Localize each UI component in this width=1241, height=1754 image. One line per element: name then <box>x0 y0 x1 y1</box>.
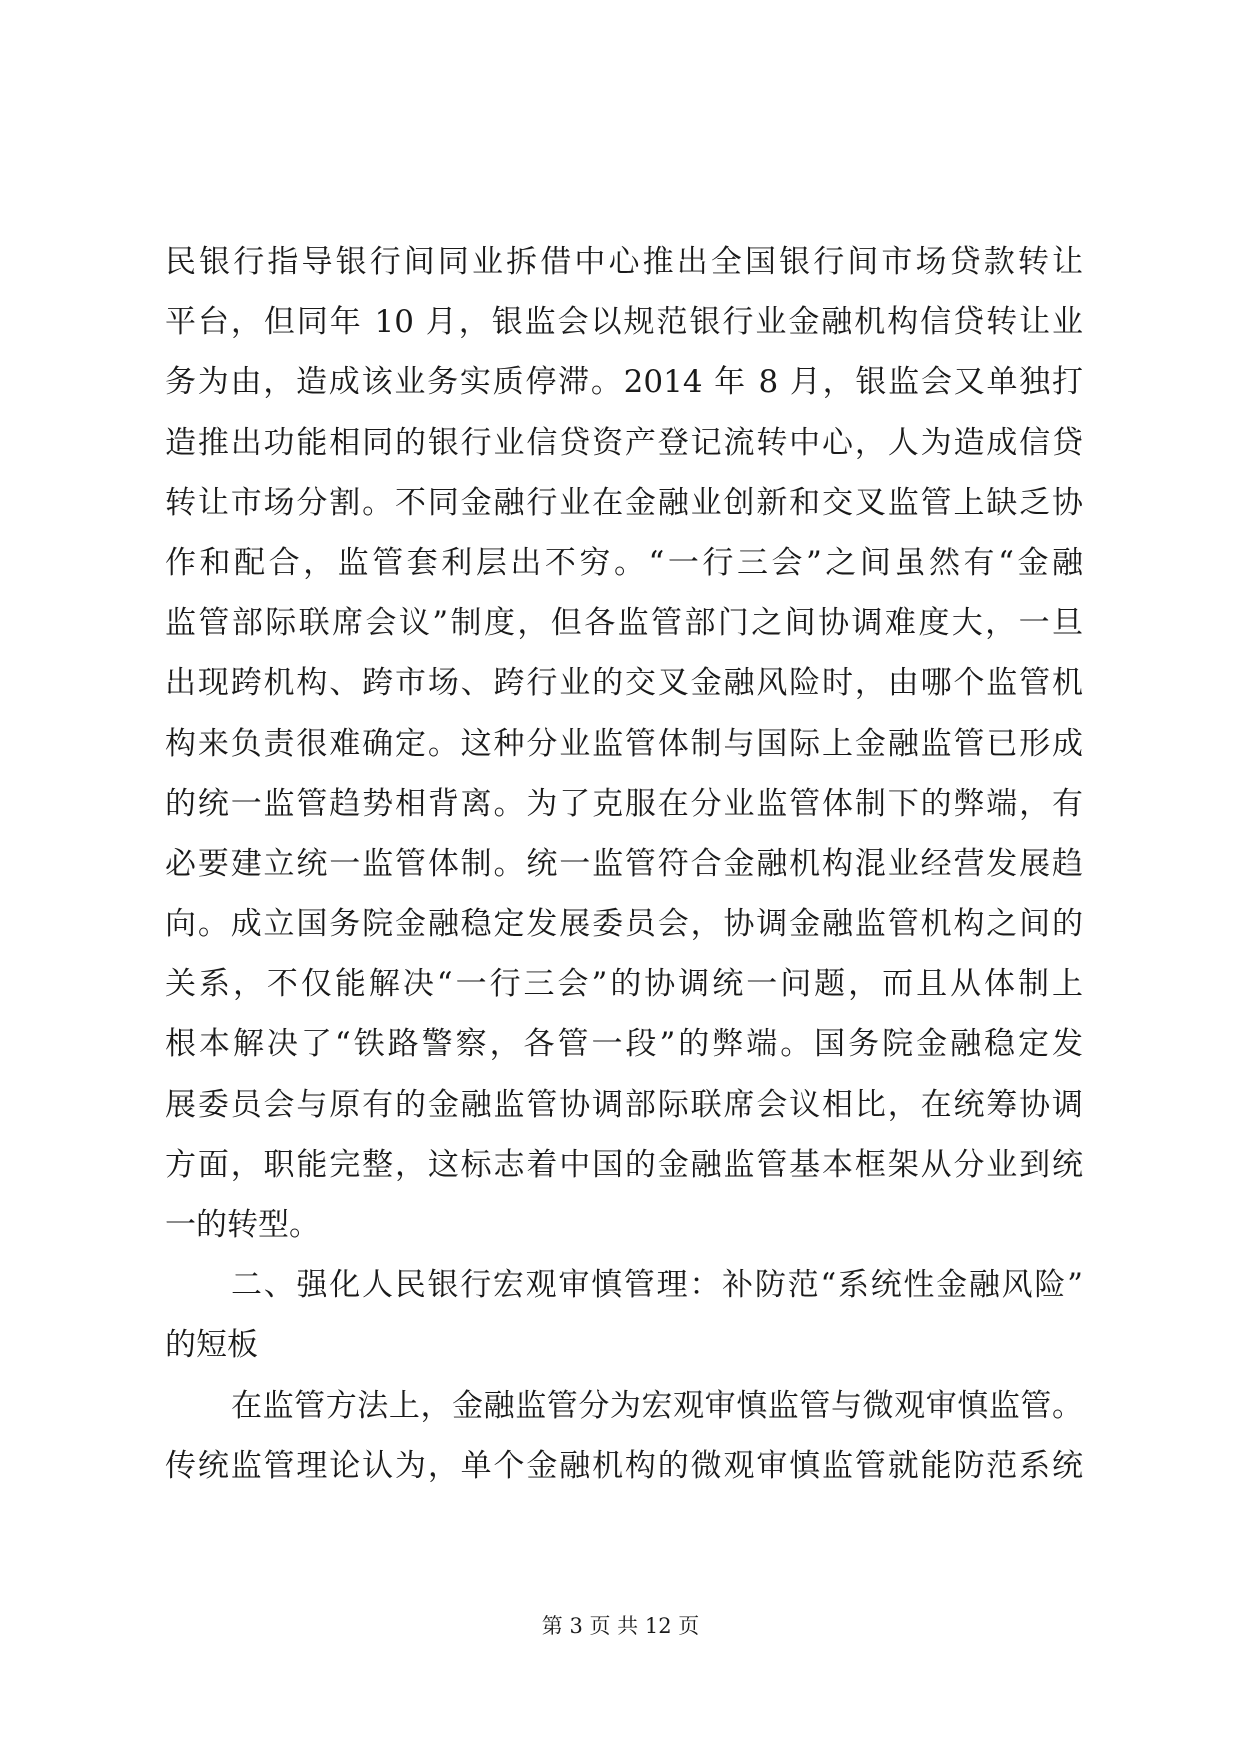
text-line: 传统监管理论认为，单个金融机构的微观审慎监管就能防范系统 <box>165 1447 1083 1484</box>
text-line: 监管部际联席会议”制度，但各监管部门之间协调难度大，一旦 <box>165 605 1083 642</box>
text-line: 的短板 <box>165 1327 258 1364</box>
text-line: 作和配合，监管套利层出不穷。“一行三会”之间虽然有“金融 <box>165 544 1083 581</box>
text-line: 在监管方法上，金融监管分为宏观审慎监管与微观审慎监管。 <box>231 1387 1083 1424</box>
text-line: 关系，不仅能解决“一行三会”的协调统一问题，而且从体制上 <box>165 966 1083 1003</box>
page-footer: 第 3 页 共 12 页 <box>541 1614 700 1638</box>
text-line: 民银行指导银行间同业拆借中心推出全国银行间市场贷款转让 <box>165 244 1083 280</box>
text-line: 展委员会与原有的金融监管协调部际联席会议相比，在统筹协调 <box>165 1086 1083 1123</box>
text-line: 必要建立统一监管体制。统一监管符合金融机构混业经营发展趋 <box>165 845 1083 882</box>
text-line: 造推出功能相同的银行业信贷资产登记流转中心，人为造成信贷 <box>165 424 1083 461</box>
text-line: 务为由，造成该业务实质停滞。2014 年 8 月，银监会又单独打 <box>165 364 1083 401</box>
text-line: 平台，但同年 10 月，银监会以规范银行业金融机构信贷转让业 <box>165 304 1083 341</box>
text-line: 转让市场分割。不同金融行业在金融业创新和交叉监管上缺乏协 <box>165 484 1083 521</box>
text-line: 二、强化人民银行宏观审慎管理：补防范“系统性金融风险” <box>231 1267 1083 1304</box>
text-line: 构来负责很难确定。这种分业监管体制与国际上金融监管已形成 <box>165 725 1083 762</box>
text-line: 的统一监管趋势相背离。为了克服在分业监管体制下的弊端，有 <box>165 785 1083 822</box>
text-line: 一的转型。 <box>165 1207 320 1243</box>
text-line: 根本解决了“铁路警察，各管一段”的弊端。国务院金融稳定发 <box>165 1026 1083 1063</box>
text-line: 向。成立国务院金融稳定发展委员会，协调金融监管机构之间的 <box>165 906 1083 943</box>
body-text <box>165 232 1083 1496</box>
text-line: 方面，职能完整，这标志着中国的金融监管基本框架从分业到统 <box>165 1146 1083 1183</box>
text-line: 出现跨机构、跨市场、跨行业的交叉金融风险时，由哪个监管机 <box>165 665 1083 702</box>
